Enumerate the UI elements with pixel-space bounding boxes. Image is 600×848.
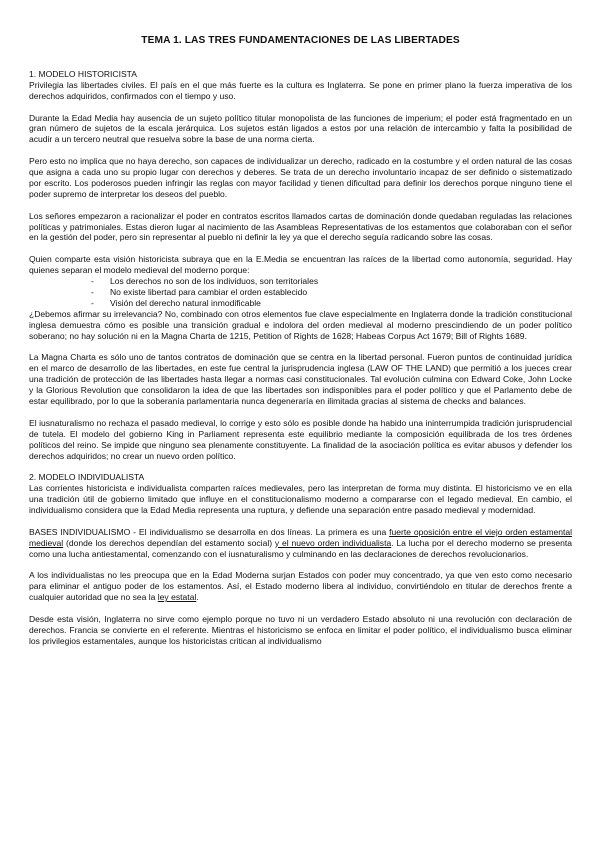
section-individualista <box>29 472 572 646</box>
page-title: TEMA 1. LAS TRES FUNDAMENTACIONES DE LAS LIBERTADES <box>141 35 460 46</box>
underlined-text: y el nuevo orden individualista <box>274 537 392 548</box>
section-heading: 1. MODELO HISTORICISTA <box>29 68 137 79</box>
paragraph: ¿Debemos afirmar su irrelevancia? No, combinado con otros elementos fue clave especialmente en Inglaterra donde la tradición constitucional inglesa demuestra cómo es posible una transición gradual e indolora del orden medieval al moderno prescindiendo de un poder político soberano; no hay solución ni en la Magna Charta de 1215, Petition of Rights de 1628; Habeas Corpus Act 1679; Bill of Rights 1689. <box>29 308 572 341</box>
paragraph: Durante la Edad Media hay ausencia de un sujeto político titular monopolista de las funciones de imperium; el poder está fragmentado en un gran número de sujetos de la escala jerárquica. Los sujetos están ligados a estos por una relación de intercambio y falta la posibilidad de acudir a un tercero neutral que resuelva sobre la base de una norma cierta. <box>29 112 572 145</box>
paragraph: Las corrientes historicista e individualista comparten raíces medievales, pero las interpretan de forma muy distinta. El historicismo ve en ella una tradición útil de gobierno limitado que influye en el constitucionalismo moderno a compararse con el legado medieval. En cambio, el individualismo considera que la Edad Media representa una ruptura, y defiende una separación entre pasado medieval y modernidad. <box>29 483 572 516</box>
paragraph: Quien comparte esta visión historicista subraya que en la E.Media se encuentran las raíces de la libertad como autonomía, seguridad. Hay quienes separan el modelo medieval del moderno porque: <box>29 254 572 276</box>
text-run: . La lucha por el derecho moderno se presenta como una lucha antiestamental, comenzando con el iusnaturalismo y culminando en las declaraciones de derechos revolucionarios. <box>29 537 572 559</box>
underlined-text: ley estatal <box>157 592 197 603</box>
text-run: A los individualistas no les preocupa que en la Edad Moderna surjan Estados con poder muy concentrado, ya que ven esto como necesario para eliminar el antiguo poder de los estamentos. Así, el Estado moderno libera al individuo, convirtiéndolo en titular de derechos frente a cualquier autoridad que no sea la <box>29 570 572 603</box>
list-item: - Los derechos no son de los individuos, son territoriales <box>91 276 572 287</box>
text-run: BASES INDIVIDUALISMO - El individualismo se desarrolla en dos líneas. La primera es una <box>29 526 390 537</box>
text-run: . <box>196 592 199 603</box>
underlined-text: fuerte oposición entre el viejo orden estamental medieval <box>29 526 572 548</box>
section-historicista <box>29 69 572 462</box>
paragraph <box>29 527 572 560</box>
text-run: (donde los derechos dependían del estamento social) <box>63 537 275 548</box>
paragraph: Desde esta visión, Inglaterra no sirve como ejemplo porque no tuvo ni un verdadero Estado absoluto ni una revolución con declaración de derechos. Francia se convierte en el referente. Mientras el historicismo se enfoca en limitar el poder político, el individualismo busca eliminar los privilegios estamentales, aunque los historicistas critican al individualismo <box>29 614 572 646</box>
paragraph: Privilegia las libertades civiles. El país en el que más fuerte es la cultura es Inglaterra. Se pone en primer plano la fuerza imperativa de los derechos adquiridos, confirmados con el tiempo y uso. <box>29 79 572 101</box>
paragraph: La Magna Charta es sólo uno de tantos contratos de dominación que se centra en la libertad personal. Fueron puntos de continuidad jurídica en el marco de desarrollo de las libertades, en este fue central la jurisprudencia inglesa (LAW OF THE LAND) que permitió a los jueces crear una tradición de protección de las libertades hasta llegar a normas casi constitucionales. Tal evolución culmina con Edward Coke, John Locke y la Glorious Revolution que consolidaron la idea de que las libertades son indisponibles para el poder político y que el Parlamento debe de estar equilibrado, por lo que la soberanía parlamentaria nunca degeneraría en ilimitada gracias al sistema de checks and balances. <box>29 352 572 407</box>
paragraph: Pero esto no implica que no haya derecho, son capaces de individualizar un derecho, radicado en la costumbre y el orden natural de las cosas que asigna a cada uno su propio lugar con derechos y deberes. Se trata de un derecho involuntario incapaz de ser definido o sistematizado por escrito. Los poderosos pueden infringir las reglas con mayor facilidad y tienen dificultad para definir los derechos porque ninguno tiene el poder supremo de interpretar los deseos del pueblo. <box>29 156 572 199</box>
list-item: - Visión del derecho natural inmodificable <box>91 298 572 309</box>
section-heading: 2. MODELO INDIVIDUALISTA <box>29 472 145 483</box>
paragraph <box>29 570 572 603</box>
paragraph: El iusnaturalismo no rechaza el pasado medieval, lo corrige y esto sólo es posible donde ha habido una ininterrumpida tradición jurisprudencial de tutela. El modelo del gobierno King in Parliament representa este equilibrio mediante la composición equilibrada de los tres órdenes políticos del reino. Se impide que ninguno sea plenamente constituyente. La finalidad de la asociación política es evitar abusos y defender los derechos adquiridos; no crear un nuevo orden político. <box>29 417 572 461</box>
paragraph: Los señores empezaron a racionalizar el poder en contratos escritos llamados cartas de dominación donde quedaban reguladas las relaciones políticas y patrimoniales. Estas dieron lugar al nacimiento de las Asambleas Representativas de los estamentos que colaboraban con el señor en la gestión del poder, pero sin representar al pueblo ni definir la ley ya que el derecho seguía radicando sobre las cosas. <box>29 210 572 243</box>
list-item: - No existe libertad para cambiar el orden establecido <box>91 287 572 298</box>
bullet-list <box>29 276 572 309</box>
